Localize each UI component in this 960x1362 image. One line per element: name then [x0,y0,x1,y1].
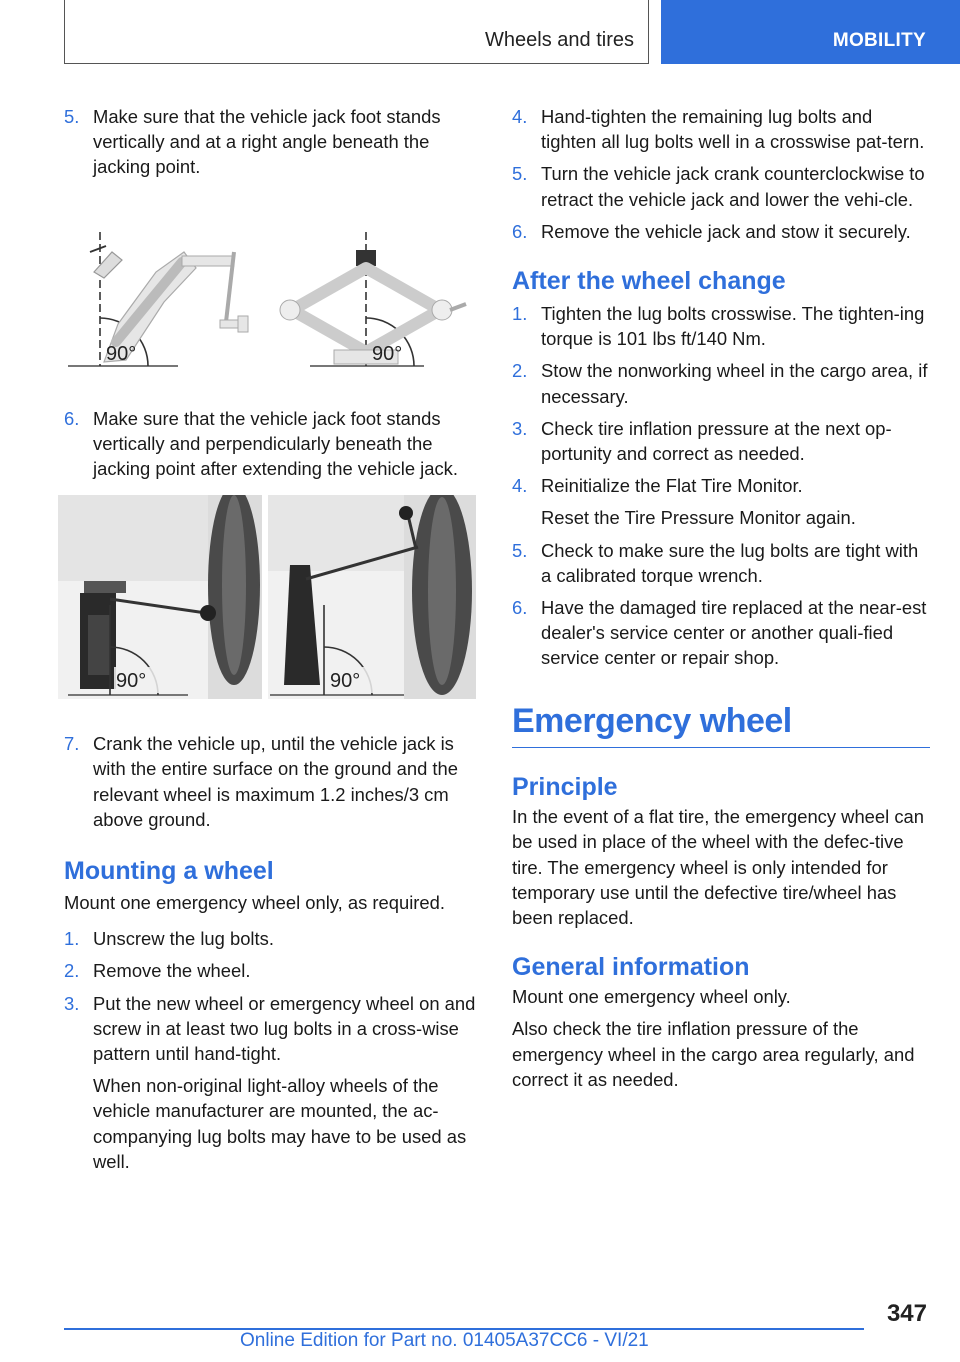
step-text: Have the damaged tire replaced at the near-est dealer's service center or another quali-fied service center or repair shop. [541,597,927,669]
left-column [64,104,482,1174]
step-item [64,406,482,482]
section-divider [512,747,930,749]
step-text: Turn the vehicle jack crank counterclockwise to retract the vehicle jack and lower the vehi-cle. [541,163,925,210]
jack-diagram-figure [64,232,482,384]
angle-label: 90° [330,670,361,693]
step-number: 4. [512,106,528,127]
angle-label: 90° [106,342,137,365]
jack-side-view-drawing [68,232,248,366]
step-item [512,301,930,351]
step-number: 3. [512,417,528,439]
step-item [512,538,930,588]
step-text: Tighten the lug bolts crosswise. The tighten-ing torque is 101 lbs ft/140 Nm. [541,303,925,350]
step-item [64,958,482,983]
principle-text: In the event of a flat tire, the emergency wheel can be used in place of the wheel with the defec-tive tire. The emergency wheel is only intended for temporary use until the defective tire/wheel has been replaced. [512,806,924,928]
step-text: Unscrew the lug bolts. [93,928,274,950]
step-number: 2. [512,360,528,382]
step-note: When non-original light-alloy wheels of the vehicle manufacturer are mounted, the ac-companying lug bolts may have to be used as well. [93,1075,467,1172]
jack-angle-diagram [64,232,482,384]
step-text: Crank the vehicle up, until the vehicle jack is with the entire surface on the ground and the relevant wheel is maximum 1.2 inches/3 cm above ground. [93,733,458,830]
step-item [512,473,930,498]
step-number: 4. [512,475,528,497]
step-note: Reset the Tire Pressure Monitor again. [541,507,856,529]
step-number: 6. [512,597,528,619]
step-item [512,416,930,466]
header-chapter-label: MOBILITY [832,30,926,51]
step-number: 6. [64,407,80,429]
step-item [64,731,482,832]
step-text: Remove the vehicle jack and stow it securely. [541,220,911,242]
step-text: Hand-tighten the remaining lug bolts and tighten all lug bolts well in a crosswise pat-tern. [541,106,925,153]
step-item [512,104,930,154]
step-number: 3. [64,992,80,1014]
step-number: 1. [64,928,80,950]
step-text: Check tire inflation pressure at the next op-portunity and correct as needed. [541,417,892,465]
footer-edition: Online Edition for Part no. 01405A37CC6 - VI/21 [240,1330,649,1351]
step-text: Check to make sure the lug bolts are tight with a calibrated torque wrench. [541,539,919,586]
step-text: Make sure that the vehicle jack foot stands vertically and at a right angle beneath the jacking point. [93,106,441,178]
section-heading-mounting: Mounting a wheel [64,857,274,886]
step-text: Stow the nonworking wheel in the cargo area, if necessary. [541,360,928,407]
step-item [512,358,930,408]
step-number: 1. [512,303,528,325]
section-heading-emergency: Emergency wheel [512,701,792,740]
step-number: 5. [64,106,80,127]
angle-label: 90° [116,670,147,693]
jack-photo-figure [58,495,482,699]
step-number: 2. [64,960,80,982]
step-item [64,991,482,1067]
step-number: 5. [512,163,528,185]
step-number: 5. [512,539,528,561]
header-chapter-tab [661,0,960,64]
header-section-box [64,0,649,64]
step-item [64,104,482,180]
step-text: Make sure that the vehicle jack foot stands vertically and perpendicularly beneath the jacking point after extending the vehicle jack. [93,407,458,480]
step-item [512,219,930,244]
header-section-title: Wheels and tires [485,29,634,51]
general-info-text: Also check the tire inflation pressure of the emergency wheel in the cargo area regularly, and correct it as needed. [512,1018,915,1090]
step-number: 7. [64,733,80,755]
section-heading-after: After the wheel change [512,267,786,296]
jack-photo-pair [58,495,476,699]
step-item [64,926,482,951]
step-text: Put the new wheel or emergency wheel on and screw in at least two lug bolts in a cross-wise pattern until hand-tight. [93,992,476,1065]
step-text: Remove the wheel. [93,960,251,982]
step-text: Reinitialize the Flat Tire Monitor. [541,475,803,497]
page-number: 347 [886,1300,927,1327]
right-column [512,104,930,1092]
general-info-text: Mount one emergency wheel only. [512,986,791,1008]
subsection-heading-general: General information [512,953,750,982]
mounting-intro: Mount one emergency wheel only, as required. [64,892,445,914]
subsection-heading-principle: Principle [512,773,618,802]
step-item [512,161,930,211]
angle-label: 90° [372,342,403,365]
step-number: 6. [512,220,528,242]
step-item [512,595,930,671]
